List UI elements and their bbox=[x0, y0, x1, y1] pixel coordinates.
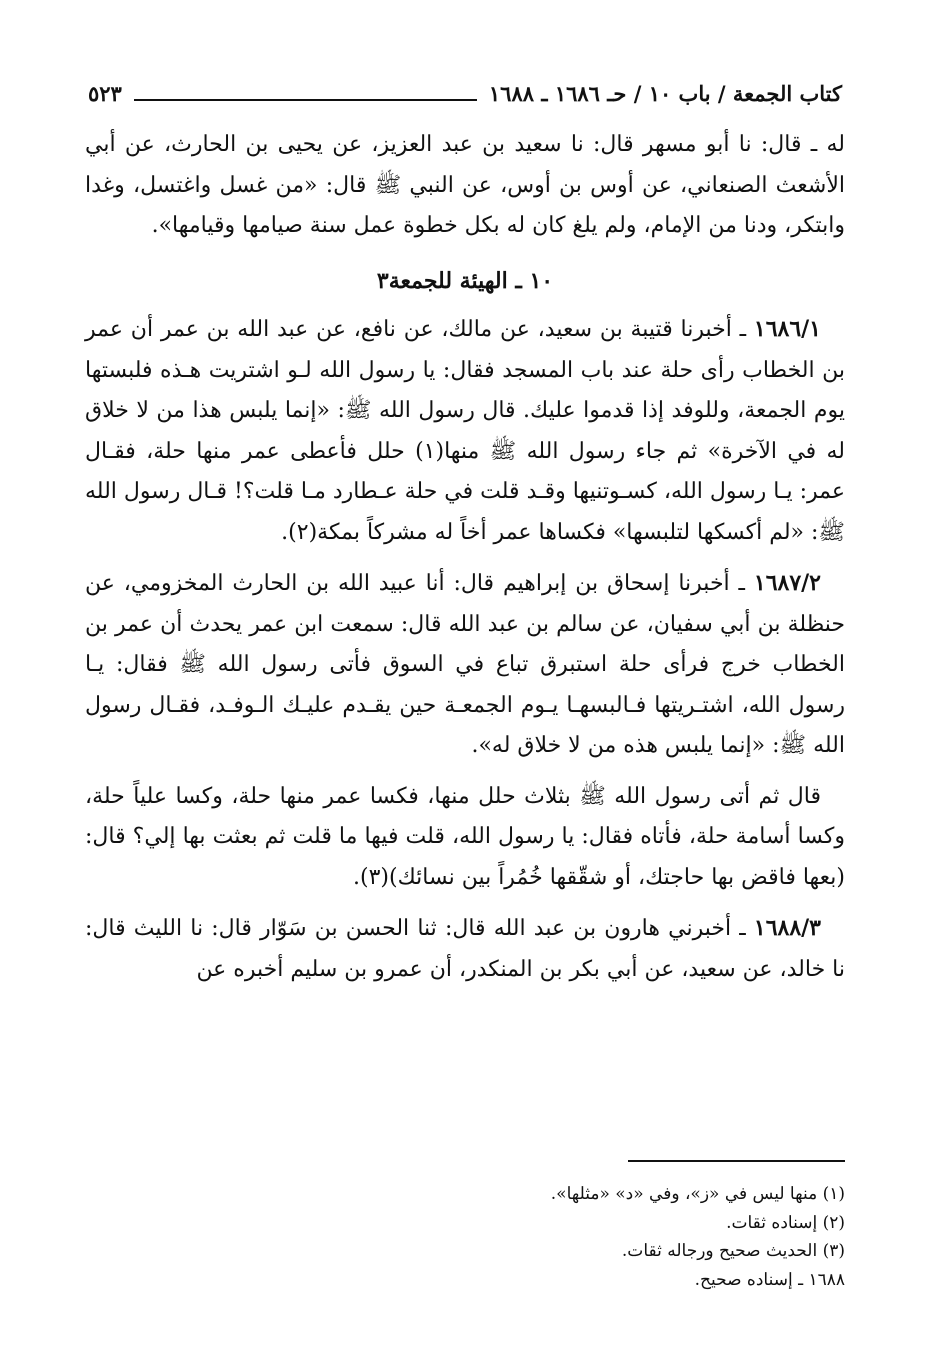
page-number: ٥٢٣ bbox=[88, 80, 122, 106]
hadith-number: ١٦٨٧/٢ bbox=[753, 570, 821, 596]
hadith-text: ـ أخبرني هارون بن عبد الله قال: ثنا الحسن بن سَوّار قال: نا الليث قال: نا خالد، عن سعيد، عن أبي بكر بن المنكدر، أن عمرو بن سليم أخبره عن bbox=[85, 916, 845, 982]
header-rule bbox=[134, 99, 477, 101]
footnotes bbox=[85, 1180, 845, 1294]
footnote-divider bbox=[628, 1160, 845, 1162]
main-text bbox=[85, 125, 845, 1000]
hadith-text: ـ أخبرنا قتيبة بن سعيد، عن مالك، عن نافع، عن عبد الله بن عمر أن عمر بن الخطاب رأى حلة عند باب المسجد فقال: يا رسول الله لـو اشتريت هـذه فلبستها يوم الجمعة، وللوفد إذا قدموا عليك. قال رسول الله ﷺ: «إنما يلبس هذا من لا خلاق له في الآخرة» ثم جاء رسول الله ﷺ منها(١) حلل فأعطى عمر منها حلة، فقـال عمر: يـا رسول الله، كسـوتنيها وقـد قلت في حلة عـطارد مـا قلت؟! قـال رسول الله ﷺ: «لم أكسكها لتلبسها» فكساها عمر أخاً له مشركاً بمكة(٢). bbox=[85, 317, 846, 545]
section-heading: ١٠ ـ الهيئة للجمعة٣ bbox=[376, 267, 554, 294]
running-header bbox=[88, 76, 842, 110]
hadith-number: ١٦٨٦/١ bbox=[753, 316, 821, 342]
hadith-1688 bbox=[85, 908, 845, 990]
hadith-text: ـ أخبرنا إسحاق بن إبراهيم قال: أنا عبيد الله بن الحارث المخزومي، عن حنظلة بن أبي سفيان، عن سالم بن عبد الله قال: سمعت ابن عمر يحدث أن عمر بن الخطاب خرج فرأى حلة استبرق تباع في السوق فأتى رسول الله ﷺ فقال: يـا رسول الله، اشتـريتها فـالبسهـا يـوم الجمعـة حين يقـدم عليـك الـوفـد، فقـال رسول الله ﷺ: «إنما يلبس هذه من لا خلاق له». bbox=[85, 571, 845, 758]
hadith-number: ١٦٨٨/٣ bbox=[753, 915, 821, 941]
footnote-3: (٣) الحديث صحيح ورجاله ثقات. bbox=[621, 1241, 845, 1261]
intro-paragraph: له ـ قال: نا أبو مسهر قال: نا سعيد بن عبد العزيز، عن يحيى بن الحارث، عن أبي الأشعث الصنعاني، عن أوس بن أوس، عن النبي ﷺ قال: «من غسل واغتسل، وغدا وابتكر، ودنا من الإمام، ولم يلغ كان له بكل خطوة عمل سنة صيامها وقيامها». bbox=[85, 132, 845, 238]
footnote-1: (١) منها ليس في «ز»، وفي «د» «مثلها». bbox=[550, 1184, 845, 1204]
header-title: كتاب الجمعة / باب ١٠ / حـ ١٦٨٦ ـ ١٦٨٨ bbox=[488, 80, 842, 106]
footnote-2: (٢) إسناده ثقات. bbox=[726, 1212, 845, 1233]
hadith-1686 bbox=[85, 309, 845, 553]
continuation-paragraph: قال ثم أتى رسول الله ﷺ بثلاث حلل منها، فكسا عمر منها حلة، وكسا علياً حلة، وكسا أسامة حلة، فأتاه فقال: يا رسول الله، قلت فيها ما قلت ثم بعثت بها إلي؟ قال: (بعها فاقض بها حاجتك، أو شقّقها خُمُراً بين نسائك)(٣). bbox=[85, 783, 845, 890]
footnote-4: ١٦٨٨ ـ إسناده صحيح. bbox=[694, 1269, 845, 1290]
hadith-1687 bbox=[85, 563, 845, 767]
